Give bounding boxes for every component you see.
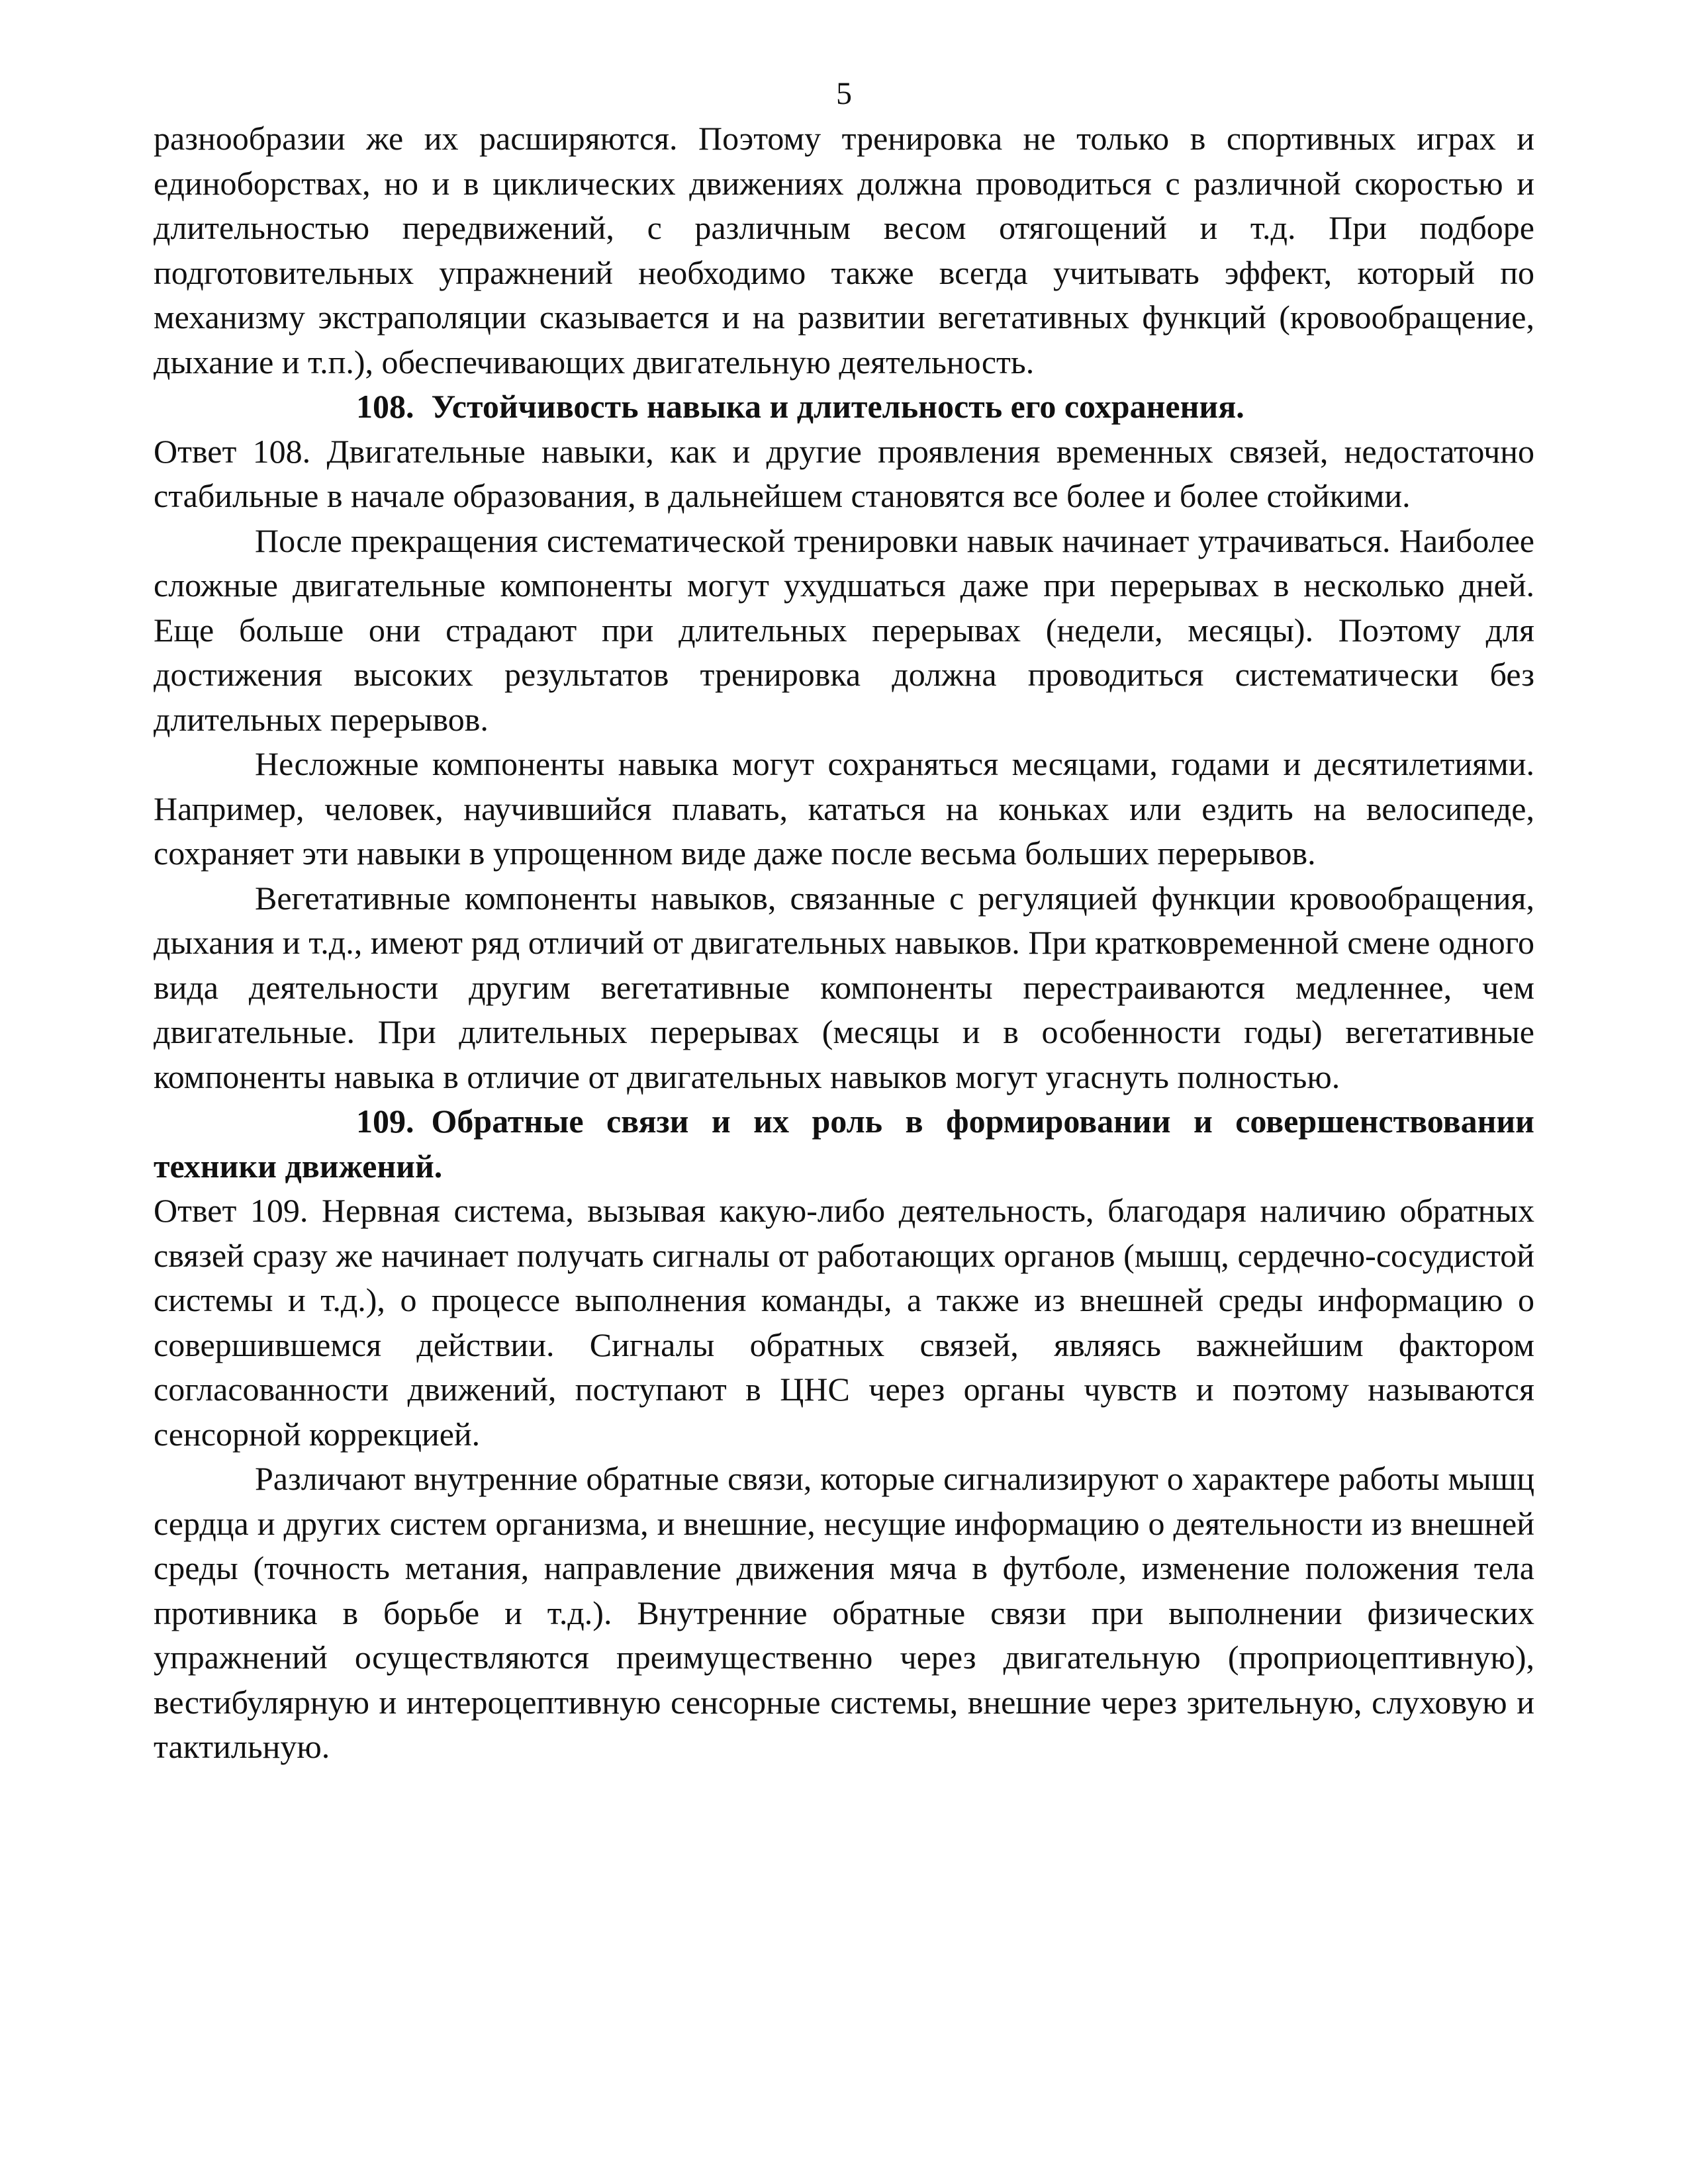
- paragraph-intro-continuation: разнообразии же их расширяются. Поэтому тренировка не только в спортивных играх и единоборствах, но и в циклических движениях должна проводиться с различной скоростью и длительностью передвижений, с различным весом отягощений и т.д. При подборе подготовительных упражнений необходимо также всегда учитывать эффект, который по механизму экстраполяции сказывается и на развитии вегетативных функций (кровообращение, дыхание и т.п.), обеспечивающих двигательную деятельность.: [154, 120, 1534, 381]
- paragraph-skill-loss: После прекращения систематической тренировки навык начинает утрачиваться. Наиболее сложные двигательные компоненты могут ухудшаться даже при перерывах в несколько дней. Еще больше они страдают при длительных перерывах (недели, месяцы). Поэтому для достижения высоких результатов тренировка должна проводиться систематически без длительных перерывов.: [154, 522, 1534, 738]
- answer-108-paragraph: Ответ 108. Двигательные навыки, как и другие проявления временных связей, недостаточно стабильные в начале образования, в дальнейшем становятся все более и более стойкими.: [154, 432, 1534, 514]
- question-109-title: Обратные связи и их роль в формировании и совершенствовании техники движений.: [154, 1103, 1534, 1185]
- paragraph-vegetative-components: Вегетативные компоненты навыков, связанные с регуляцией функции кровообращения, дыхания и т.д., имеют ряд отличий от двигательных навыков. При кратковременной смене одного вида деятельности другим вегетативные компоненты перестраиваются медленнее, чем двигательные. При длительных перерывах (месяцы и в особенности годы) вегетативные компоненты навыка в отличие от двигательных навыков могут угаснуть полностью.: [154, 879, 1534, 1095]
- question-109-number: 109.: [356, 1103, 414, 1140]
- page-number: 5: [836, 76, 852, 111]
- question-108-number: 108.: [356, 388, 414, 425]
- question-108-heading: [154, 385, 1534, 430]
- question-108-title: Устойчивость навыка и длительность его сохранения.: [431, 388, 1244, 425]
- question-109-heading: [154, 1099, 1534, 1189]
- page-content: [154, 116, 1534, 1770]
- paragraph-feedback-types: Различают внутренние обратные связи, которые сигнализируют о характере работы мышц сердца и других систем организма, и внешние, несущие информацию о деятельности из внешней среды (точность метания, направление движения мяча в футболе, изменение положения тела противника в борьбе и т.д.). Внутренние обратные связи при выполнении физических упражнений осуществляются преимущественно через двигательную (проприоцептивную), вестибулярную и интероцептивную сенсорные системы, внешние через зрительную, слуховую и тактильную.: [154, 1460, 1534, 1765]
- answer-109-paragraph: Ответ 109. Нервная система, вызывая какую-либо деятельность, благодаря наличию обратных связей сразу же начинает получать сигналы от работающих органов (мышц, сердечно-сосудистой системы и т.д.), о процессе выполнения команды, а также из внешней среды информацию о совершившемся действии. Сигналы обратных связей, являясь важнейшим фактором согласованности движений, поступают в ЦНС через органы чувств и поэтому называются сенсорной коррекцией.: [154, 1192, 1534, 1453]
- paragraph-simple-components: Несложные компоненты навыка могут сохраняться месяцами, годами и десятилетиями. Например, человек, научившийся плавать, кататься на коньках или ездить на велосипеде, сохраняет эти навыки в упрощенном виде даже после весьма больших перерывов.: [154, 745, 1534, 872]
